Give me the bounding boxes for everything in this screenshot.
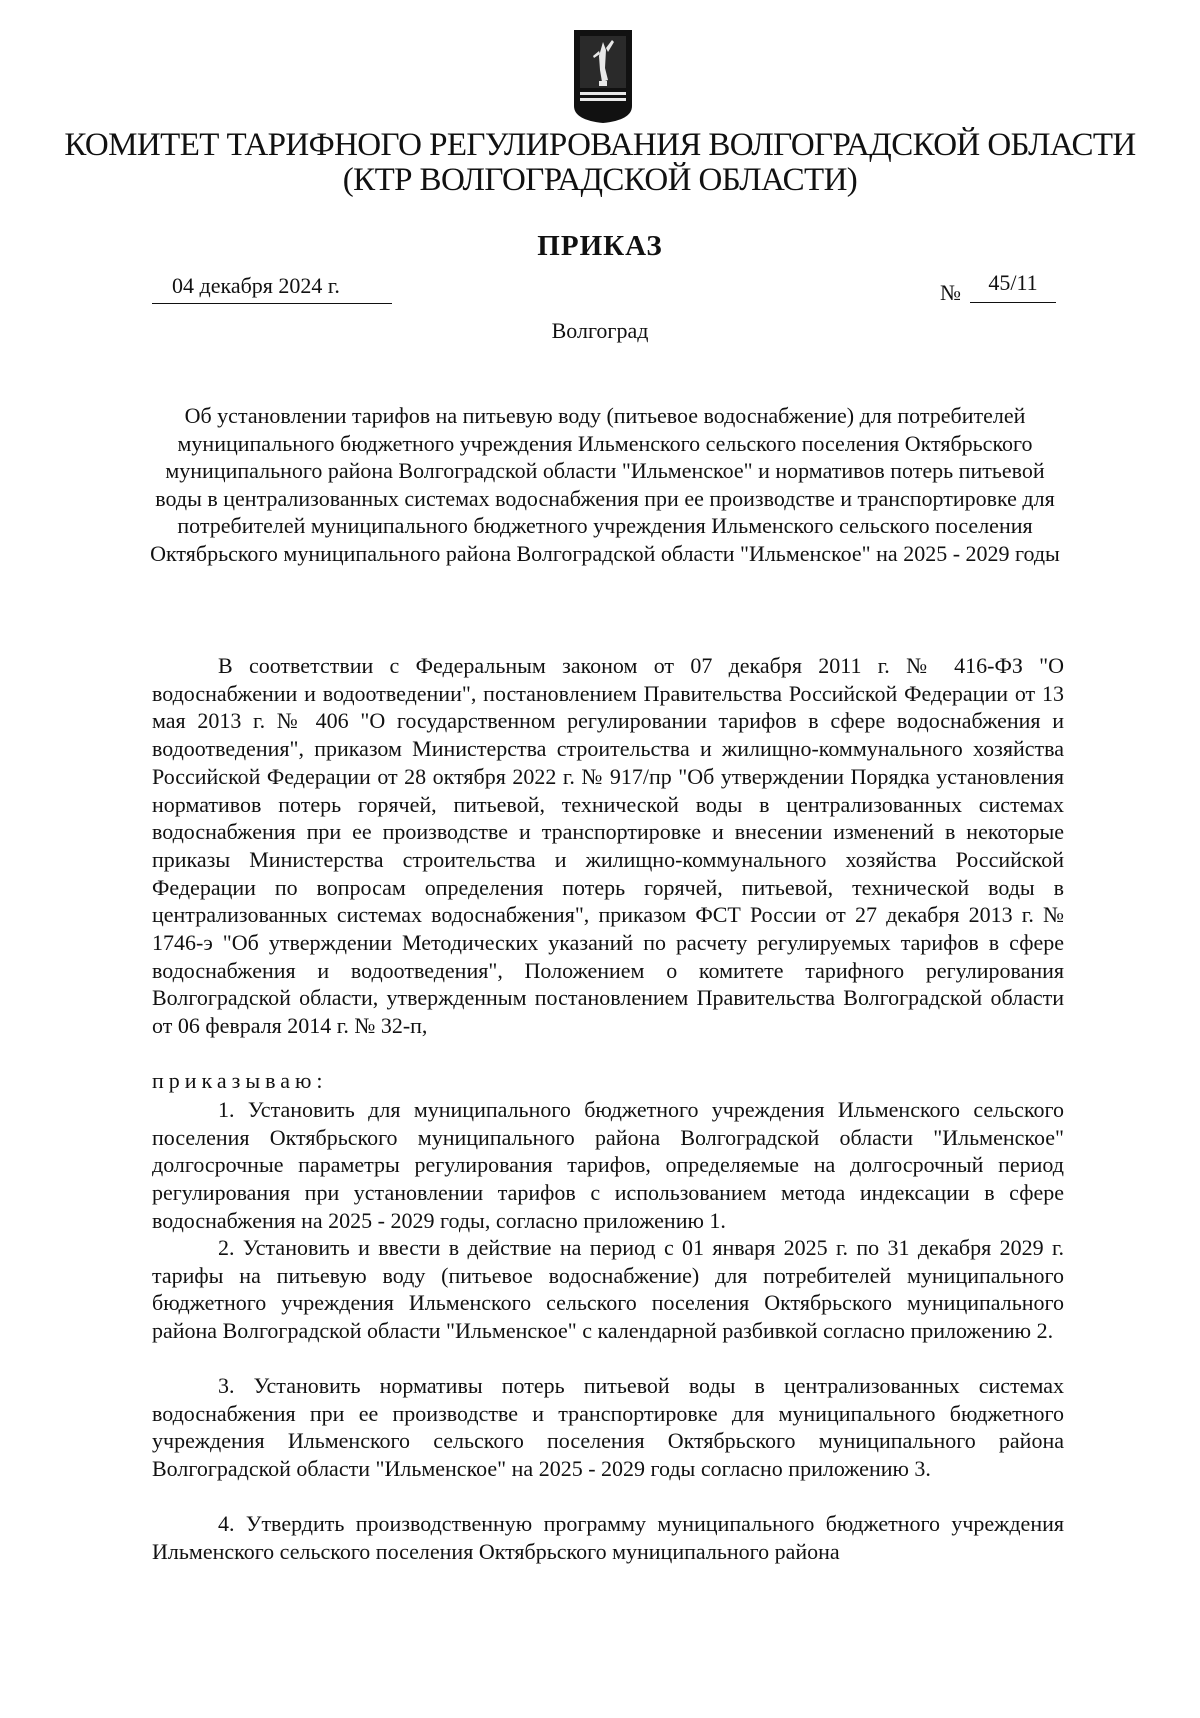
committee-name: КОМИТЕТ ТАРИФНОГО РЕГУЛИРОВАНИЯ ВОЛГОГРАДСКОЙ ОБЛАСТИ xyxy=(64,127,1136,163)
document-type-title: ПРИКАЗ xyxy=(537,230,663,262)
order-item-3: 3. Установить нормативы потерь питьевой воды в централизованных системах водоснабжения при ее производстве и транспортировке для муниципального бюджетного учреждения Ильменского сельского поселения Октябрьского муниципального района Волгоградской области "Ильменское" на 2025 - 2029 годы согласно приложению 3. xyxy=(152,1373,1064,1482)
coat-of-arms-icon xyxy=(572,28,634,124)
preamble-paragraph: В соответствии с Федеральным законом от 07 декабря 2011 г. № 416-ФЗ "О водоснабжении и водоотведении", постановлением Правительства Российской Федерации от 13 мая 2013 г. № 406 "О государственном регулировании тарифов в сфере водоснабжения и водоотведения", приказом Министерства строительства и жилищно-коммунального хозяйства Российской Федерации от 28 октября 2022 г. № 917/пр "Об утверждении Порядка установления нормативов потерь горячей, питьевой, технической воды в централизованных системах водоснабжения при ее производстве и транспортировке и внесении изменений в некоторые приказы Министерства строительства и жилищно-коммунального хозяйства Российской Федерации по вопросам определения потерь горячей, питьевой, технической воды в централизованных системах водоснабжения", приказом ФСТ России от 27 декабря 2013 г. № 1746-э "Об утверждении Методических указаний по расчету регулируемых тарифов в сфере водоснабжения и водоотведения", Положением о комитете тарифного регулирования Волгоградской области, утвержденным постановлением Правительства Волгоградской области от 06 февраля 2014 г. № 32-п, xyxy=(152,653,1064,1039)
order-subject: Об установлении тарифов на питьевую воду (питьевое водоснабжение) для потребителей муниципального бюджетного учреждения Ильменского сельского поселения Октябрьского муниципального района Волгоградской области "Ильменское" и нормативов потерь питьевой воды в централизованных системах водоснабжения при ее производстве и транспортировке для потребителей муниципального бюджетного учреждения Ильменского сельского поселения Октябрьского муниципального района Волгоградской области "Ильменское" на 2025 - 2029 годы xyxy=(150,403,1060,566)
order-city: Волгоград xyxy=(551,318,649,343)
order-number: 45/11 xyxy=(970,266,1056,303)
order-item-2: 2. Установить и ввести в действие на период с 01 января 2025 г. по 31 декабря 2029 г. тарифы на питьевую воду (питьевое водоснабжение) для потребителей муниципального бюджетного учреждения Ильменского сельского поселения Октябрьского муниципального района Волгоградской области "Ильменское" с календарной разбивкой согласно приложению 2. xyxy=(152,1235,1064,1344)
order-item-4: 4. Утвердить производственную программу муниципального бюджетного учреждения Ильменского сельского поселения Октябрьского муниципального района xyxy=(152,1511,1064,1564)
committee-abbreviation: (КТР ВОЛГОГРАДСКОЙ ОБЛАСТИ) xyxy=(342,162,858,198)
order-item-1: 1. Установить для муниципального бюджетного учреждения Ильменского сельского поселения Октябрьского муниципального района Волгоградской области "Ильменское" долгосрочные параметры регулирования тарифов, определяемые на долгосрочный период регулирования при установлении тарифов с использованием метода индексации в сфере водоснабжения на 2025 - 2029 годы, согласно приложению 1. xyxy=(152,1097,1064,1233)
number-sign: № xyxy=(940,280,961,305)
decree-word: приказываю: xyxy=(152,1068,328,1093)
order-date: 04 декабря 2024 г. xyxy=(152,270,392,304)
